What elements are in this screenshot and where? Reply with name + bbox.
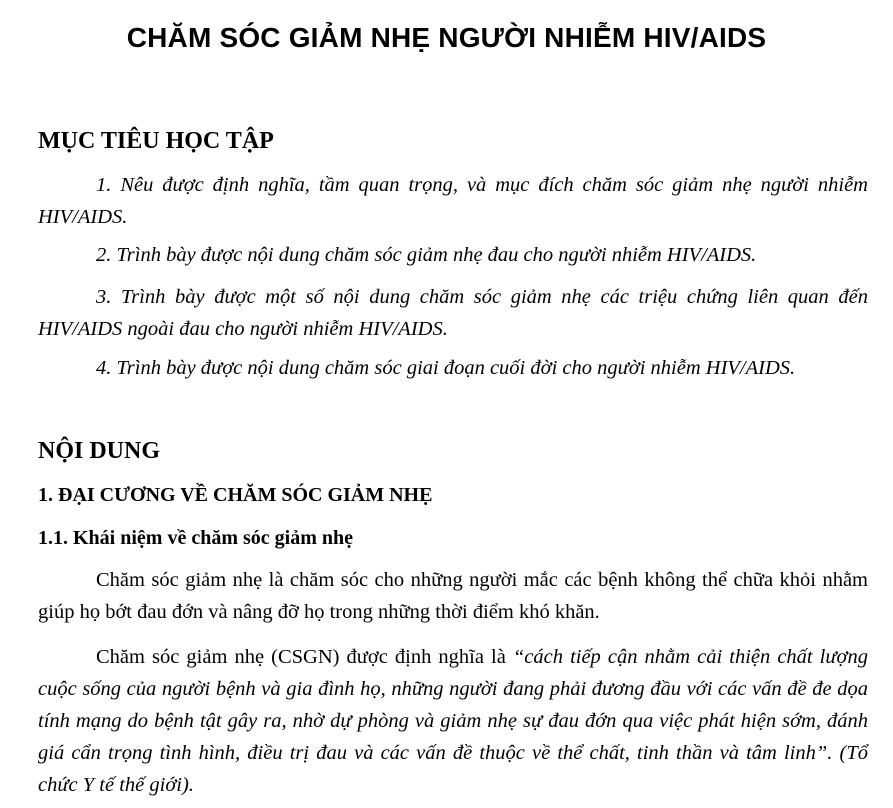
body-paragraph-1: Chăm sóc giảm nhẹ là chăm sóc cho những người mắc các bệnh không thể chữa khỏi nhằm giúp họ bớt đau đớn và nâng đỡ họ trong những thời điểm khó khăn. (38, 569, 868, 623)
section-heading-1: 1. ĐẠI CƯƠNG VỀ CHĂM SÓC GIẢM NHẸ (38, 484, 433, 506)
subsection-heading-1-1: 1.1. Khái niệm về chăm sóc giảm nhẹ (38, 527, 353, 549)
objective-item-1: 1. Nêu được định nghĩa, tầm quan trọng, và mục đích chăm sóc giảm nhẹ người nhiễm HIV/AIDS. (38, 174, 868, 228)
objective-item-2: 2. Trình bày được nội dung chăm sóc giảm nhẹ đau cho người nhiễm HIV/AIDS. (96, 244, 757, 266)
body-paragraph-2 (38, 641, 868, 801)
objective-item-4: 4. Trình bày được nội dung chăm sóc giai đoạn cuối đời cho người nhiễm HIV/AIDS. (96, 357, 796, 379)
document-title: CHĂM SÓC GIẢM NHẸ NGƯỜI NHIỄM HIV/AIDS (126, 22, 767, 53)
objectives-heading: MỤC TIÊU HỌC TẬP (38, 128, 274, 154)
content-heading: NỘI DUNG (38, 438, 161, 464)
objective-item-3: 3. Trình bày được một số nội dung chăm sóc giảm nhẹ các triệu chứng liên quan đến HIV/AIDS ngoài đau cho người nhiễm HIV/AIDS. (38, 286, 868, 340)
paragraph-2-quote-text: “cách tiếp cận nhằm cải thiện chất lượng cuộc sống của người bệnh và gia đình họ, những người đang phải đương đầu với các vấn đề đe dọa tính mạng do bệnh tật gây ra, nhờ dự phòng và giảm nhẹ sự đau đớn qua việc phát hiện sớm, đánh giá cẩn trọng tình hình, điều trị đau và các vấn đề thuộc về thể chất, tinh thần và tâm linh”. (Tổ chức Y tế thế giới). (38, 646, 869, 796)
paragraph-2-lead-text: Chăm sóc giảm nhẹ (CSGN) được định nghĩa là (96, 646, 513, 668)
